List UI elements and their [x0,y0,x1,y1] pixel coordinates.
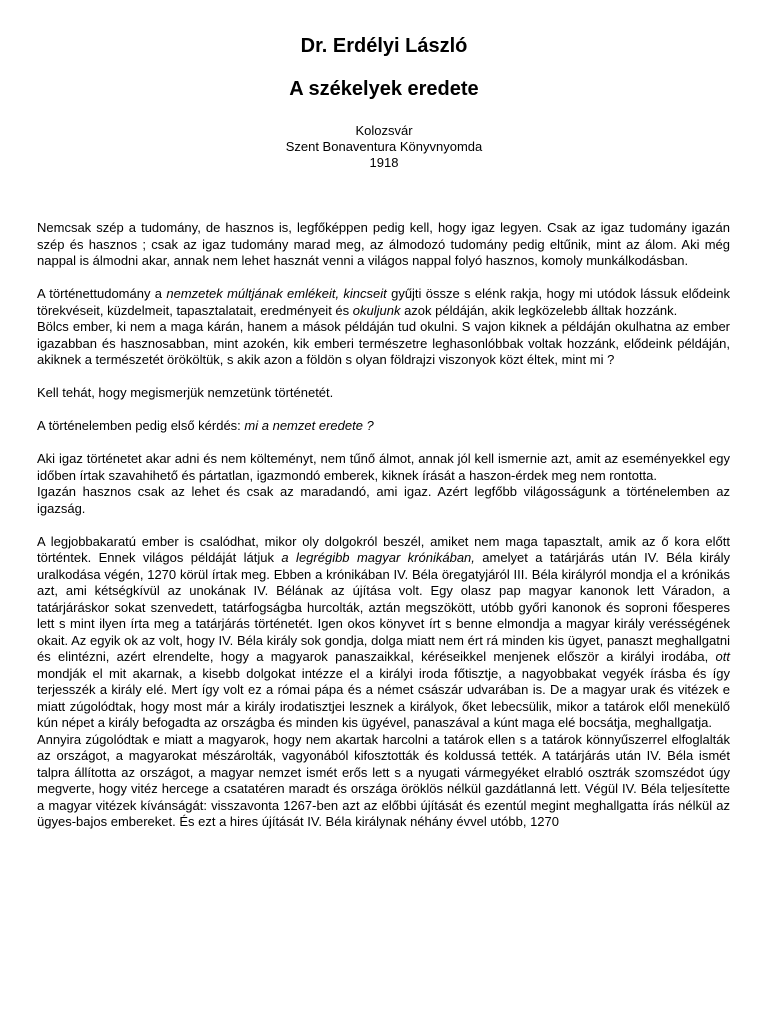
paragraph-8-italic-b: a legrégibb magyar krónikában, [281,550,475,565]
paragraph-3: Bölcs ember, ki nem a maga kárán, hanem a mások példáján tud okulni. S vajon kiknek a példáján okulhatna az ember igazabban és hasznosabban, mint azokén, kik emberi természetre leghasonlóbbak voltak hozzánk, elődeink példáján, akiknek a természetét örököltük, s akik azon a földön s olyan földrajzi viszonyok közt éltek, mint mi ? [37,319,730,367]
paragraph-6: Aki igaz történetet akar adni és nem költeményt, nem tűnő álmot, annak jól kell ismernie azt, amit az eseményekkel egy időben írtak szavahihető és pártatlan, igazmondó emberek, kiknek írását a haszon-érdek meg nem rontotta. [37,451,730,483]
paragraph-2-italic-b: nemzetek múltjának emlékeit, kincseit [166,286,387,301]
publication-place: Kolozsvár [355,123,413,138]
paragraph-5 [37,418,730,435]
paragraph-1: Nemcsak szép a tudomány, de hasznos is, legfőképpen pedig kell, hogy igaz legyen. Csak az igaz tudomány igazán szép és hasznos ; csak az igaz tudomány marad meg, az álmodozó tudomány pedig eltűnik, mint az álom. Aki még nappal is álmodni akar, annak nem lehet hasznát venni a világos nappal folyó hasznos, komoly munkálkodásban. [37,220,730,268]
paragraph-2-text-a: A történettudomány a [37,286,167,301]
publication-year: 1918 [369,155,399,170]
paragraph-2-text-e: azok példáján, akik legközelebb álltak hozzánk. [400,302,678,318]
publisher: Szent Bonaventura Könyvnyomda [285,139,483,154]
author-name: Dr. Erdélyi László [300,35,468,57]
paragraph-7: Igazán hasznos csak az lehet és csak az maradandó, ami igaz. Azért legfőbb világosságunk a történelemben az igazság. [37,484,730,516]
document-header [0,34,768,171]
paragraph-8-text-c: amelyet a tatárjárás után IV. Béla király uralkodása végén, 1270 körül írtak meg. Ebben a krónikában IV. Béla öregatyjáról III. Béla királyról mondja el a krónikás azt, ami kétségkívül az unokának IV. Bélának az újítása volt. Egy olasz pap magyar kanonok lett Váradon, a tatárjáráskor sokat szenvedett, tatárfogságba hurcolták, aztán megszökött, utóbb győri kanonok és soproni főesperes lett s mint ilyen írta meg a tatárjárás történetét. Igen okos könyvet írt s benne elmondja a magyar király verésségének okait. Az egyik ok az volt, hogy IV. Béla király sok gondja, dolga miatt nem ért rá minden kis ügyet, panaszt meghallgatni és elintézni, azért elrendelte, hogy a magyarok panaszaikkal, kéréseikkel menjenek először a királyi irodába, [37,550,731,664]
paragraph-8-text-e: mondják el mit akarnak, a kisebb dolgokat intézze el a királyi iroda főtisztje, a nagyobbakat vegyék írásba és így terjesszék a király elé. Mert így volt ez a római pápa és a német császár udvarában is. De a magyar urak és vitézek e miatt zúgolódtak, hogy most már a király irodatisztjei lesznek a királyok, őket lebecsülik, mikor a tatárok elől menekülő kún népet a király befogadta az országba és minden kis ügyével, panaszával a kúnt maga elé bocsátja, meghallgatja. [37,665,730,730]
paragraph-5-text-a: A történelemben pedig első kérdés: [37,418,245,433]
imprint [0,123,768,171]
paragraph-5-italic-b: mi a nemzet eredete ? [244,418,374,433]
document-body [37,220,730,831]
paragraph-2-italic-d: okuljunk [352,302,401,318]
paragraph-8 [37,534,730,732]
paragraph-2-text-c: gyűjti össze s elénk rakja, hogy mi utódok lássuk elődeink törekvéseit, küzdelmeit, tapasztalatait, eredményeit és [37,286,730,318]
paragraph-8-text-a: A legjobbakaratú ember is csalódhat, mikor oly dolgokról beszél, amiket nem maga tapasztalt, amik az ő kora előtt történtek. Ennek világos példáját látjuk [37,533,730,565]
document-title: A székelyek eredete [289,78,479,100]
paragraph-9: Annyira zúgolódtak e miatt a magyarok, hogy nem akartak harcolni a tatárok ellen s a tatárok könnyűszerrel elfoglalták az országot, a magyarokat mészárolták, vagyonából kifosztották és koldussá tették. A tatárjárás után IV. Béla ismét talpra állította az országot, a magyar nemzet ismét erős lett s a nyugati vármegyéket elrabló osztrák szomszédot úgy megverte, hogy vitéz hercege a csatatéren maradt és országa öröklös nélkül gazdátlanná lett. Végül IV. Béla teljesítette a magyar vitézek kívánságát: visszavonta 1267-ben azt az előbbi újítását és ezentúl megint meghallgatta írás nélkül az ügyes-bajos embereket. És ezt a hires újítását IV. Béla királynak néhány évvel utóbb, 1270 [37,731,730,829]
paragraph-2 [37,286,730,319]
paragraph-4: Kell tehát, hogy megismerjük nemzetünk történetét. [37,385,334,400]
paragraph-8-italic-d: ott [715,649,730,664]
